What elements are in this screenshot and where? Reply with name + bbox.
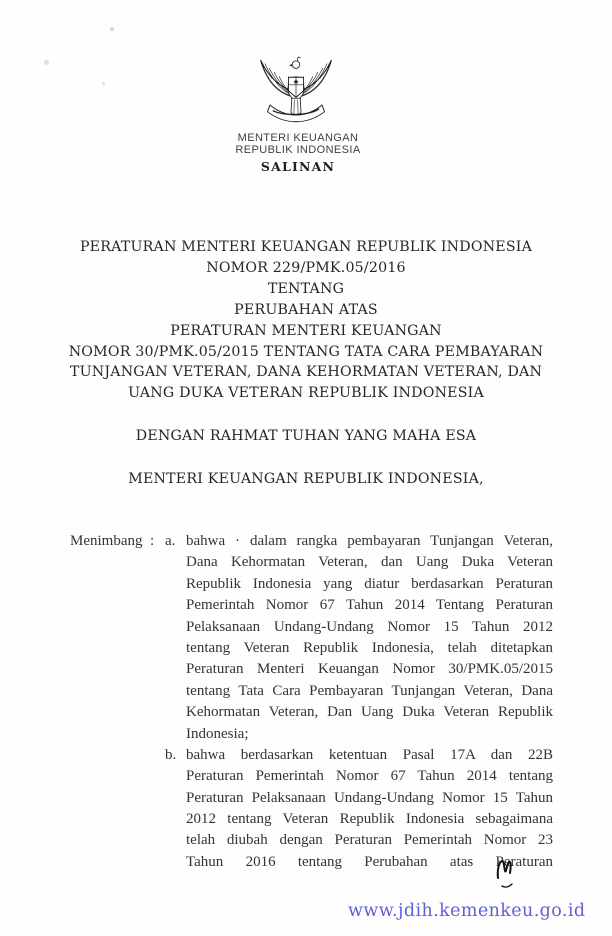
title-line: PERATURAN MENTERI KEUANGAN (170, 322, 442, 339)
considering-item-b (165, 745, 553, 873)
item-marker: a. (165, 533, 176, 549)
title-line: TUNJANGAN VETERAN, DANA KEHORMATAN VETERAN, DAN (69, 364, 543, 381)
title-line: NOMOR 229/PMK.05/2016 (206, 259, 406, 276)
text-line: Peraturan Pemerintah Nomor 67 Tahun 2014 tentang (186, 768, 553, 785)
text-line: Tahun 2016 tentang Perubahan atas Peraturan (186, 853, 553, 870)
text-line: telah diubah dengan Peraturan Pemerintah Nomor 23 (186, 832, 553, 849)
text-line: Peraturan Pelaksanaan Undang-Undang Nomor 15 Tahun (186, 789, 553, 806)
text-line: bahwa berdasarkan ketentuan Pasal 17A dan 22B (186, 746, 553, 763)
text-line: Pemerintah Nomor 67 Tahun 2014 Tentang Peraturan (186, 597, 553, 614)
considering-section (70, 531, 553, 873)
text-line: Pelaksanaan Undang-Undang Nomor 15 Tahun 2012 (186, 618, 553, 635)
text-line: tentang Veteran Republik Indonesia, telah ditetapkan (186, 639, 553, 656)
jdih-url-link[interactable]: www.jdih.kemenkeu.go.id (348, 901, 586, 921)
text-line: Dana Kehormatan Veteran, dan Uang Duka Veteran (186, 554, 553, 571)
title-line: TENTANG (267, 280, 345, 297)
text-line: bahwa · dalam rangka pembayaran Tunjangan Veteran, (186, 533, 553, 549)
invocation-line: DENGAN RAHMAT TUHAN YANG MAHA ESA (135, 428, 477, 444)
copy-label: SALINAN (260, 159, 336, 174)
considering-label: Menimbang (70, 533, 143, 549)
scan-speck (44, 60, 49, 65)
text-line: Kehormatan Veteran, Dan Uang Duka Veteran Republik (186, 704, 553, 721)
text-line: 2012 tentang Veteran Republik Indonesia sebagaimana (186, 811, 553, 828)
garuda-pancasila-emblem-icon (254, 48, 338, 130)
item-marker: b. (165, 746, 177, 763)
text-line: Republik Indonesia yang diatur berdasarkan Peraturan (186, 575, 553, 592)
text-line: Peraturan Menteri Keuangan Nomor 30/PMK.05/2015 (186, 661, 553, 678)
scan-speck (110, 27, 114, 31)
ministry-country-line: REPUBLIK INDONESIA (235, 143, 361, 156)
scan-speck (102, 82, 105, 85)
title-line: UANG DUKA VETERAN REPUBLIK INDONESIA (128, 385, 484, 402)
paraf-initials-icon (492, 857, 518, 891)
considering-colon: : (150, 533, 155, 549)
text-line: Indonesia; (186, 725, 249, 742)
item-text (186, 745, 553, 873)
item-text (186, 531, 553, 745)
title-line: PERATURAN MENTERI KEUANGAN REPUBLIK INDONESIA (79, 239, 533, 255)
considering-item-a (165, 531, 553, 745)
text-line: tentang Tata Cara Pembayaran Tunjangan Veteran, Dana (186, 682, 553, 699)
title-line: PERUBAHAN ATAS (234, 301, 378, 318)
regulation-title (0, 237, 612, 404)
authority-line: MENTERI KEUANGAN REPUBLIK INDONESIA, (128, 471, 484, 487)
title-line: NOMOR 30/PMK.05/2015 TENTANG TATA CARA PEMBAYARAN (68, 343, 544, 360)
ministry-name-line: MENTERI KEUANGAN (237, 132, 359, 144)
letterhead (0, 133, 596, 156)
